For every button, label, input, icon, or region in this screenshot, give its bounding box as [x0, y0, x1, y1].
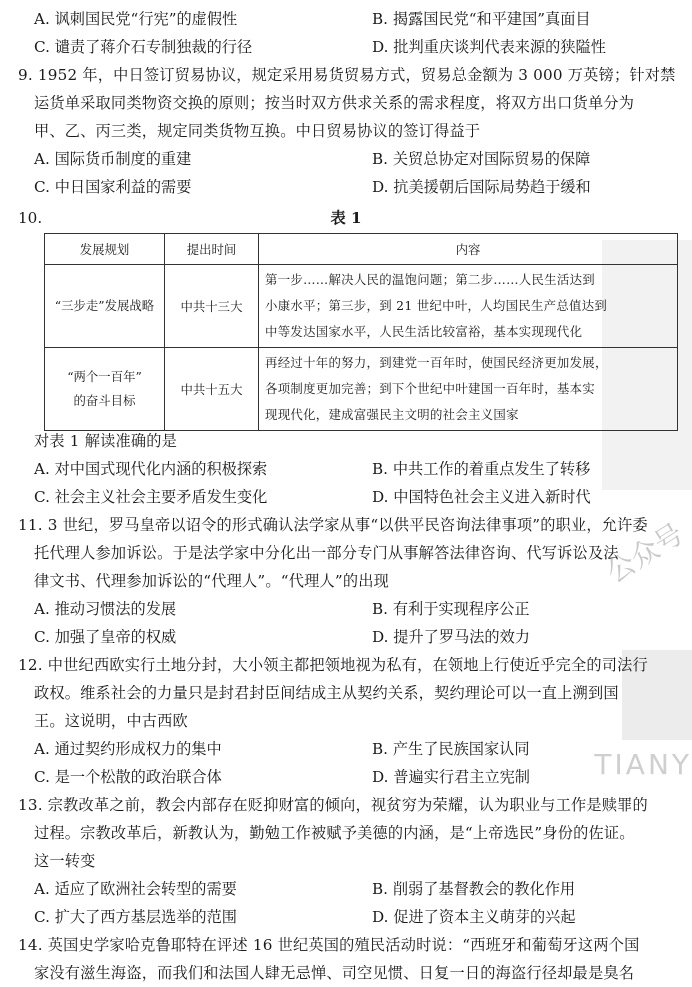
q10-option-a: A. 对中国式现代化内涵的积极探索	[34, 460, 268, 478]
q8-option-a: A. 讽刺国民党“行宪”的虚假性	[34, 10, 238, 28]
q12-option-c: C. 是一个松散的政治联合体	[34, 768, 222, 786]
header-time: 提出时间	[165, 234, 259, 265]
q9-stem-line-1: 9. 1952 年，中日签订贸易协议，规定采用易货贸易方式，贸易总金额为 3 000 万英镑；针对禁	[18, 66, 676, 84]
q12-option-b: B. 产生了民族国家认同	[372, 740, 530, 758]
q9-option-a: A. 国际货币制度的重建	[34, 150, 192, 168]
q10-option-c: C. 社会主义社会主要矛盾发生变化	[34, 488, 268, 506]
q11-stem-line-3: 律文书、代理参加诉讼的“代理人”。“代理人”的出现	[34, 572, 389, 590]
q12-stem-line-1: 12. 中世纪西欧实行土地分封，大小领主都把领地视为私有，在领地上行使近乎完全的司法行	[18, 656, 648, 674]
q13-stem-line-3: 这一转变	[34, 852, 96, 870]
q8-option-b: B. 揭露国民党“和平建国”真面目	[372, 10, 591, 28]
q10-option-d: D. 中国特色社会主义进入新时代	[372, 488, 591, 506]
table-row	[45, 265, 678, 348]
q11-option-c: C. 加强了皇帝的权威	[34, 628, 177, 646]
q8-option-c: C. 谴责了蒋介石专制独裁的行径	[34, 38, 253, 56]
q14-stem-line-1: 14. 英国史学家哈克鲁耶特在评述 16 世纪英国的殖民活动时说：“西班牙和葡萄牙这两个国	[18, 936, 640, 954]
row1-time: 中共十三大	[165, 265, 259, 348]
q9-option-c: C. 中日国家利益的需要	[34, 178, 192, 196]
q9-option-d: D. 抗美援朝后国际局势趋于缓和	[372, 178, 591, 196]
watermark-brand: TIANY	[594, 748, 692, 781]
row2-plan: “两个一百年” 的奋斗目标	[45, 348, 165, 431]
q8-option-d: D. 批判重庆谈判代表来源的狭隘性	[372, 38, 606, 56]
q9-stem-line-2: 运货单采取同类物资交换的原则；按当时双方供求关系的需求程度，将双方出口货单分为	[34, 94, 635, 112]
header-plan: 发展规划	[45, 234, 165, 265]
q11-option-d: D. 提升了罗马法的效力	[372, 628, 530, 646]
q13-option-b: B. 削弱了基督教会的教化作用	[372, 880, 576, 898]
q14-stem-line-2: 家没有滋生海盗，而我们和法国人肆无忌惮、司空见惯、日复一日的海盗行径却最是臭名	[34, 964, 635, 982]
header-content: 内容	[259, 234, 678, 265]
q9-stem-line-3: 甲、乙、丙三类，规定同类货物互换。中日贸易协议的签订得益于	[34, 122, 481, 140]
q12-option-a: A. 通过契约形成权力的集中	[34, 740, 222, 758]
row2-time: 中共十五大	[165, 348, 259, 431]
row1-plan: “三步走”发展战略	[45, 265, 165, 348]
row2-content: 再经过十年的努力，到建党一百年时，使国民经济更加发展， 各项制度更加完善；到下个世纪中叶建国一百年时，基本实 现现代化，建成富强民主文明的社会主义国家	[259, 348, 678, 431]
q9-option-b: B. 关贸总协定对国际贸易的保障	[372, 150, 591, 168]
q11-stem-line-1: 11. 3 世纪，罗马皇帝以诏令的形式确认法学家从事“以供平民咨询法律事项”的职业，允许委	[18, 516, 648, 534]
q12-option-d: D. 普遍实行君主立宪制	[372, 768, 530, 786]
table-header-row	[45, 234, 678, 265]
q13-option-c: C. 扩大了西方基层选举的范围	[34, 908, 237, 926]
table-1	[44, 233, 678, 431]
q11-option-a: A. 推动习惯法的发展	[34, 600, 177, 618]
q13-stem-line-1: 13. 宗教改革之前，教会内部存在贬抑财富的倾向，视贫穷为荣耀，认为职业与工作是赎罪的	[18, 796, 648, 814]
q10-stem: 对表 1 解读准确的是	[34, 432, 178, 450]
table-row	[45, 348, 678, 431]
q13-stem-line-2: 过程。宗教改革后，新教认为，勤勉工作被赋予美德的内涵，是“上帝选民”身份的佐证。	[34, 824, 635, 842]
q11-option-b: B. 有利于实现程序公正	[372, 600, 530, 618]
q13-option-d: D. 促进了资本主义萌芽的兴起	[372, 908, 576, 926]
q12-stem-line-2: 政权。维系社会的力量只是封君封臣间结成主从契约关系，契约理论可以一直上溯到国	[34, 684, 619, 702]
watermark-text: 公众号	[600, 517, 690, 590]
q13-option-a: A. 适应了欧洲社会转型的需要	[34, 880, 237, 898]
q12-stem-line-3: 王。这说明，中古西欧	[34, 712, 188, 730]
row1-content: 第一步……解决人民的温饱问题；第二步……人民生活达到 小康水平；第三步，到 21 世纪中叶，人均国民生产总值达到 中等发达国家水平，人民生活比较富裕，基本实现现代化	[259, 265, 678, 348]
q11-stem-line-2: 托代理人参加诉讼。于是法学家中分化出一部分专门从事解答法律咨询、代写诉讼及法	[34, 544, 619, 562]
q10-number: 10.	[18, 209, 43, 227]
q10-option-b: B. 中共工作的着重点发生了转移	[372, 460, 591, 478]
table-caption: 表 1	[330, 209, 362, 227]
